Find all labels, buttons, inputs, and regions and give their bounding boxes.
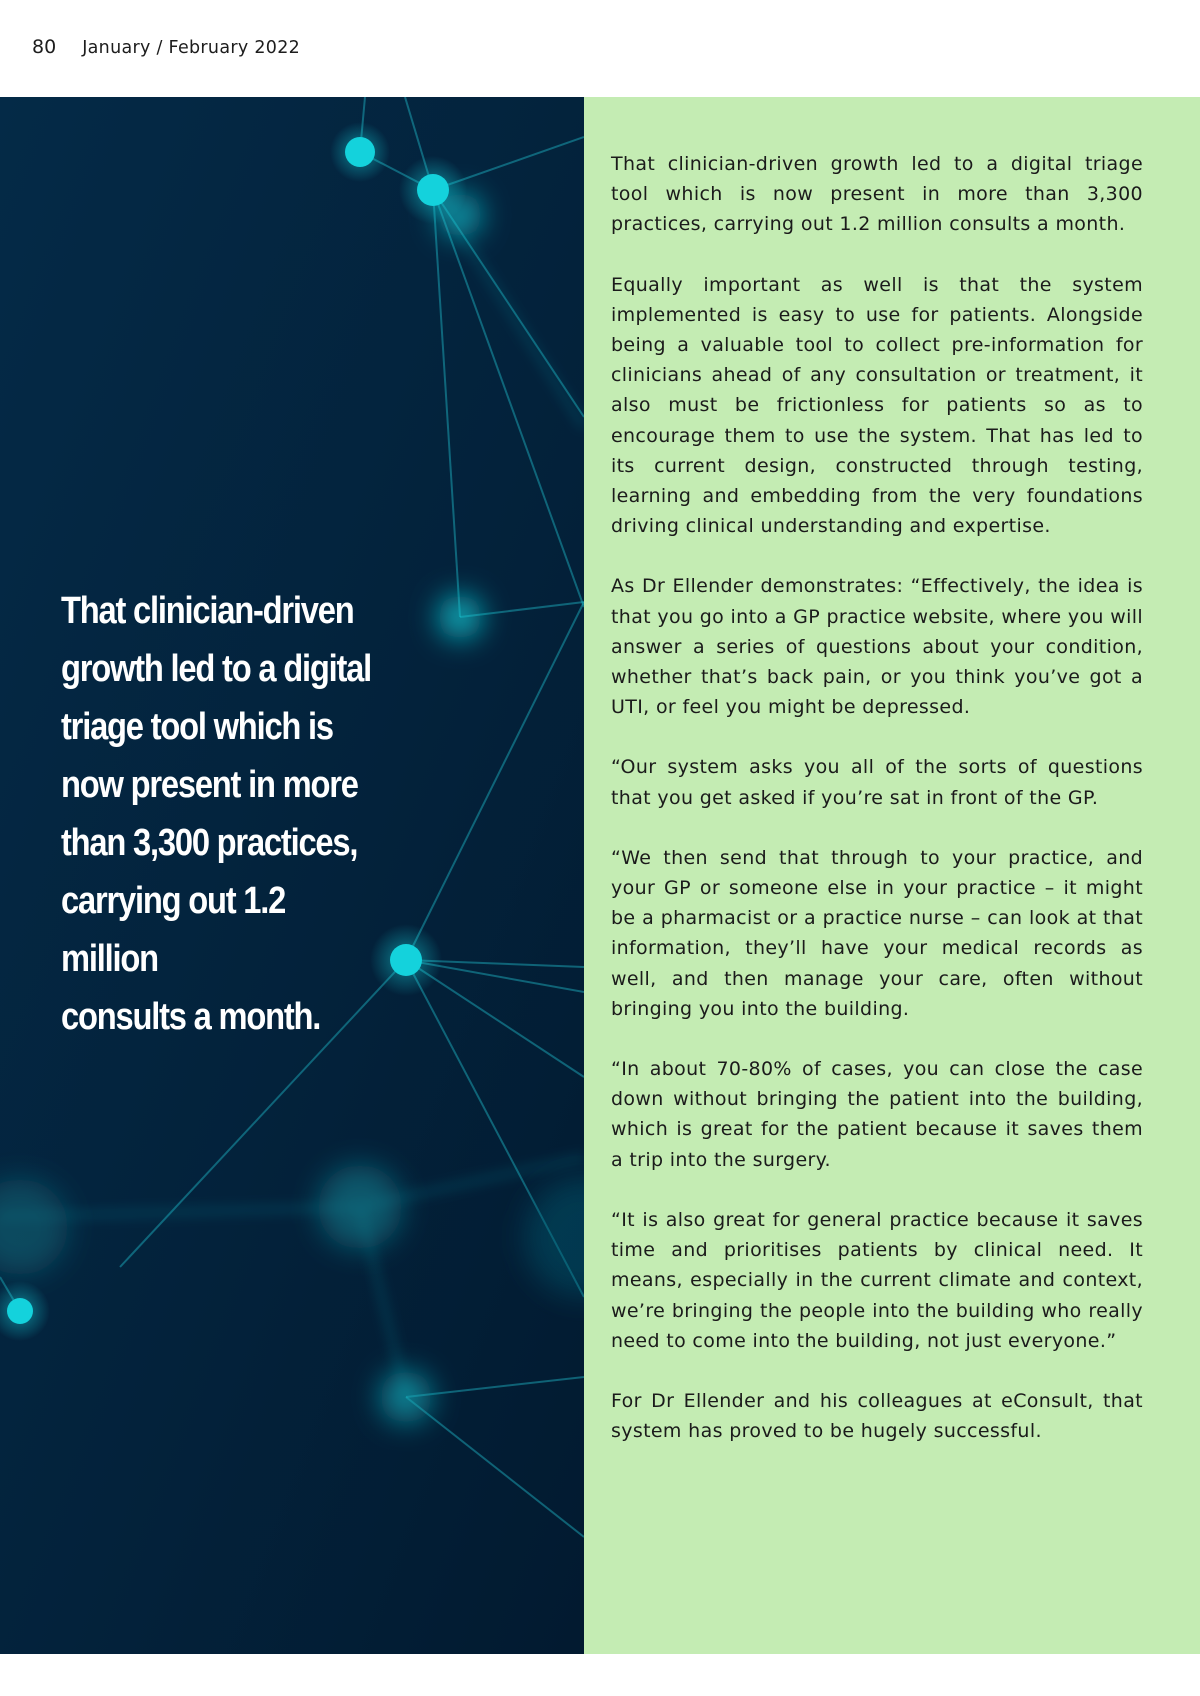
- article-paragraph: “Our system asks you all of the sorts of questions that you get asked if you’re sat in front of the GP.: [611, 756, 1143, 809]
- pull-quote: That clinician-driven growth led to a digital triage tool which is now present in more than 3,300 practices, carrying out 1.2 million consults a month.: [61, 590, 372, 1038]
- hero-image-panel: [0, 97, 584, 1654]
- article-paragraph: “In about 70-80% of cases, you can close the case down without bringing the patient into the building, which is great for the patient because it saves them a trip into the surgery.: [611, 1058, 1143, 1171]
- article-paragraph: Equally important as well is that the system implemented is easy to use for patients. Alongside being a valuable tool to collect pre-information for clinicians ahead of any consultation or treatment, it also must be frictionless for patients so as to encourage them to use the system. That has led to its current design, constructed through testing, learning and embedding from the very foundations driving clinical understanding and expertise.: [611, 273, 1143, 538]
- article-text-panel: [584, 97, 1200, 1654]
- article-paragraph: As Dr Ellender demonstrates: “Effectively, the idea is that you go into a GP practice website, where you will answer a series of questions about your condition, whether that’s back pain, or you think you’ve got a UTI, or feel you might be depressed.: [611, 575, 1143, 719]
- page-number: 80: [32, 36, 57, 58]
- page-header: [32, 36, 300, 60]
- issue-date: January / February 2022: [82, 38, 301, 58]
- article-body: [611, 149, 1143, 1476]
- article-paragraph: For Dr Ellender and his colleagues at eConsult, that system has proved to be hugely successful.: [611, 1389, 1143, 1443]
- article-paragraph: “It is also great for general practice because it saves time and prioritises patients by clinical need. It means, especially in the current climate and context, we’re bringing the people into the building who really need to come into the building, not just everyone.”: [611, 1208, 1143, 1352]
- article-paragraph: “We then send that through to your practice, and your GP or someone else in your practice – it might be a pharmacist or a practice nurse – can look at that information, they’ll have your medical records as well, and then manage your care, often without bringing you into the building.: [611, 846, 1143, 1020]
- article-paragraph: That clinician-driven growth led to a digital triage tool which is now present in more than 3,300 practices, carrying out 1.2 million consults a month.: [611, 153, 1143, 236]
